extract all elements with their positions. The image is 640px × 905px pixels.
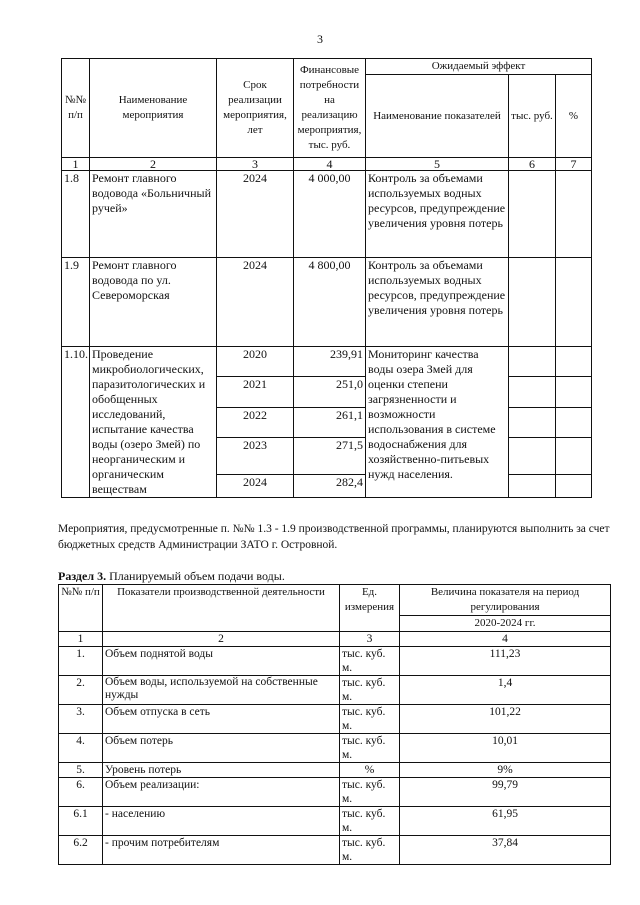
table-row (59, 836, 611, 865)
row-empty-cell (556, 258, 592, 347)
col-number: 1 (62, 158, 90, 171)
row-amount: 4 000,00 (294, 171, 366, 258)
row-name: Объем отпуска в сеть (103, 705, 340, 734)
table-row (59, 676, 611, 705)
row-empty-cell (509, 258, 556, 347)
measures-table (61, 58, 592, 498)
section-label: Раздел 3. (58, 569, 107, 583)
row-amount: 4 800,00 (294, 258, 366, 347)
row-year: 2024 (217, 171, 294, 258)
row-name: Ремонт главного водовода по ул. Североморская (90, 258, 217, 347)
row-value: 1,4 (400, 676, 611, 705)
row-num: 4. (59, 734, 103, 763)
header-percent: % (556, 75, 592, 158)
row-empty-cell (556, 438, 592, 474)
table-row (62, 258, 592, 347)
header-term: Срок реализации мероприятия, лет (217, 59, 294, 158)
row-amount: 271,5 (294, 438, 366, 474)
header-indicators: Показатели производственной деятельности (103, 585, 340, 632)
row-empty-cell (509, 474, 556, 497)
col-number: 4 (400, 632, 611, 647)
row-amount: 239,91 (294, 347, 366, 377)
header-unit: Ед. измерения (340, 585, 400, 632)
section-title (58, 569, 285, 584)
row-name: Объем потерь (103, 734, 340, 763)
row-empty-cell (556, 377, 592, 407)
header-finance: Финансовые потребности на реализацию мероприятия, тыс. руб. (294, 59, 366, 158)
table-row (59, 734, 611, 763)
header-indicator-name: Наименование показателей (366, 75, 509, 158)
table-row (62, 171, 592, 258)
row-value: 9% (400, 763, 611, 778)
header-num: №№ п/п (59, 585, 103, 632)
col-number: 3 (340, 632, 400, 647)
row-num: 1.9 (62, 258, 90, 347)
header-effect: Ожидаемый эффект (366, 59, 592, 75)
row-name: Объем реализации: (103, 778, 340, 807)
row-indicator: Контроль за объемами используемых водных ресурсов, предупреждение увеличения уровня потерь (366, 171, 509, 258)
row-unit: тыс. куб. м. (340, 807, 400, 836)
table-row (59, 778, 611, 807)
row-amount: 282,4 (294, 474, 366, 497)
row-unit: тыс. куб. м. (340, 676, 400, 705)
table-row (62, 347, 592, 377)
row-unit: тыс. куб. м. (340, 647, 400, 676)
column-numbers-row (62, 158, 592, 171)
header-num: №№ п/п (62, 59, 90, 158)
header-row (62, 59, 592, 75)
table-row (59, 705, 611, 734)
row-num: 6.1 (59, 807, 103, 836)
row-num: 1.10. (62, 347, 90, 498)
row-indicator: Контроль за объемами используемых водных ресурсов, предупреждение увеличения уровня потерь (366, 258, 509, 347)
row-empty-cell (509, 347, 556, 377)
table-row (59, 763, 611, 778)
row-name: Объем воды, используемой на собственные нужды (103, 676, 340, 705)
col-number: 5 (366, 158, 509, 171)
header-row (59, 585, 611, 616)
row-empty-cell (556, 407, 592, 437)
row-name: Уровень потерь (103, 763, 340, 778)
row-amount: 251,0 (294, 377, 366, 407)
row-year: 2024 (217, 474, 294, 497)
header-name: Наименование мероприятия (90, 59, 217, 158)
row-num: 2. (59, 676, 103, 705)
header-value: Величина показателя на период регулирования (400, 585, 611, 616)
row-num: 1. (59, 647, 103, 676)
row-empty-cell (556, 171, 592, 258)
page-number: 3 (317, 32, 323, 46)
row-num: 5. (59, 763, 103, 778)
row-name: - прочим потребителям (103, 836, 340, 865)
col-number: 6 (509, 158, 556, 171)
row-empty-cell (509, 171, 556, 258)
row-name: Объем поднятой воды (103, 647, 340, 676)
row-year: 2020 (217, 347, 294, 377)
row-indicator: Мониторинг качества воды озера Змей для оценки степени загрязненности и возможности использования в системе водоснабжения для хозяйственно-питьевых нужд населения. (366, 347, 509, 498)
column-numbers-row (59, 632, 611, 647)
row-empty-cell (509, 377, 556, 407)
row-empty-cell (509, 438, 556, 474)
row-value: 101,22 (400, 705, 611, 734)
col-number: 1 (59, 632, 103, 647)
table-row (59, 807, 611, 836)
row-value: 61,95 (400, 807, 611, 836)
row-year: 2024 (217, 258, 294, 347)
row-num: 3. (59, 705, 103, 734)
row-unit: тыс. куб. м. (340, 836, 400, 865)
row-unit: тыс. куб. м. (340, 705, 400, 734)
col-number: 3 (217, 158, 294, 171)
row-num: 6. (59, 778, 103, 807)
row-value: 37,84 (400, 836, 611, 865)
row-year: 2023 (217, 438, 294, 474)
row-year: 2022 (217, 407, 294, 437)
row-year: 2021 (217, 377, 294, 407)
row-name: Проведение микробиологических, паразитологических и обобщенных исследований, испытание качества воды (озеро Змей) по неорганическим и органическим веществам (90, 347, 217, 498)
row-value: 111,23 (400, 647, 611, 676)
col-number: 4 (294, 158, 366, 171)
section-title-text: Планируемый объем подачи воды. (109, 569, 285, 583)
row-amount: 261,1 (294, 407, 366, 437)
row-unit: тыс. куб. м. (340, 734, 400, 763)
col-number: 2 (103, 632, 340, 647)
row-name: Ремонт главного водовода «Больничный ручей» (90, 171, 217, 258)
row-value: 10,01 (400, 734, 611, 763)
funding-note: Мероприятия, предусмотренные п. №№ 1.3 - 1.9 производственной программы, планируются выполнить за счет бюджетных средств Администрации ЗАТО г. Островной. (58, 523, 610, 551)
col-number: 7 (556, 158, 592, 171)
row-value: 99,79 (400, 778, 611, 807)
row-empty-cell (556, 474, 592, 497)
water-supply-table (58, 584, 611, 865)
col-number: 2 (90, 158, 217, 171)
row-empty-cell (556, 347, 592, 377)
row-name: - населению (103, 807, 340, 836)
row-num: 1.8 (62, 171, 90, 258)
row-num: 6.2 (59, 836, 103, 865)
row-unit: % (340, 763, 400, 778)
table-row (59, 647, 611, 676)
header-period: 2020-2024 гг. (400, 616, 611, 632)
row-empty-cell (509, 407, 556, 437)
header-thousand-rub: тыс. руб. (509, 75, 556, 158)
row-unit: тыс. куб. м. (340, 778, 400, 807)
